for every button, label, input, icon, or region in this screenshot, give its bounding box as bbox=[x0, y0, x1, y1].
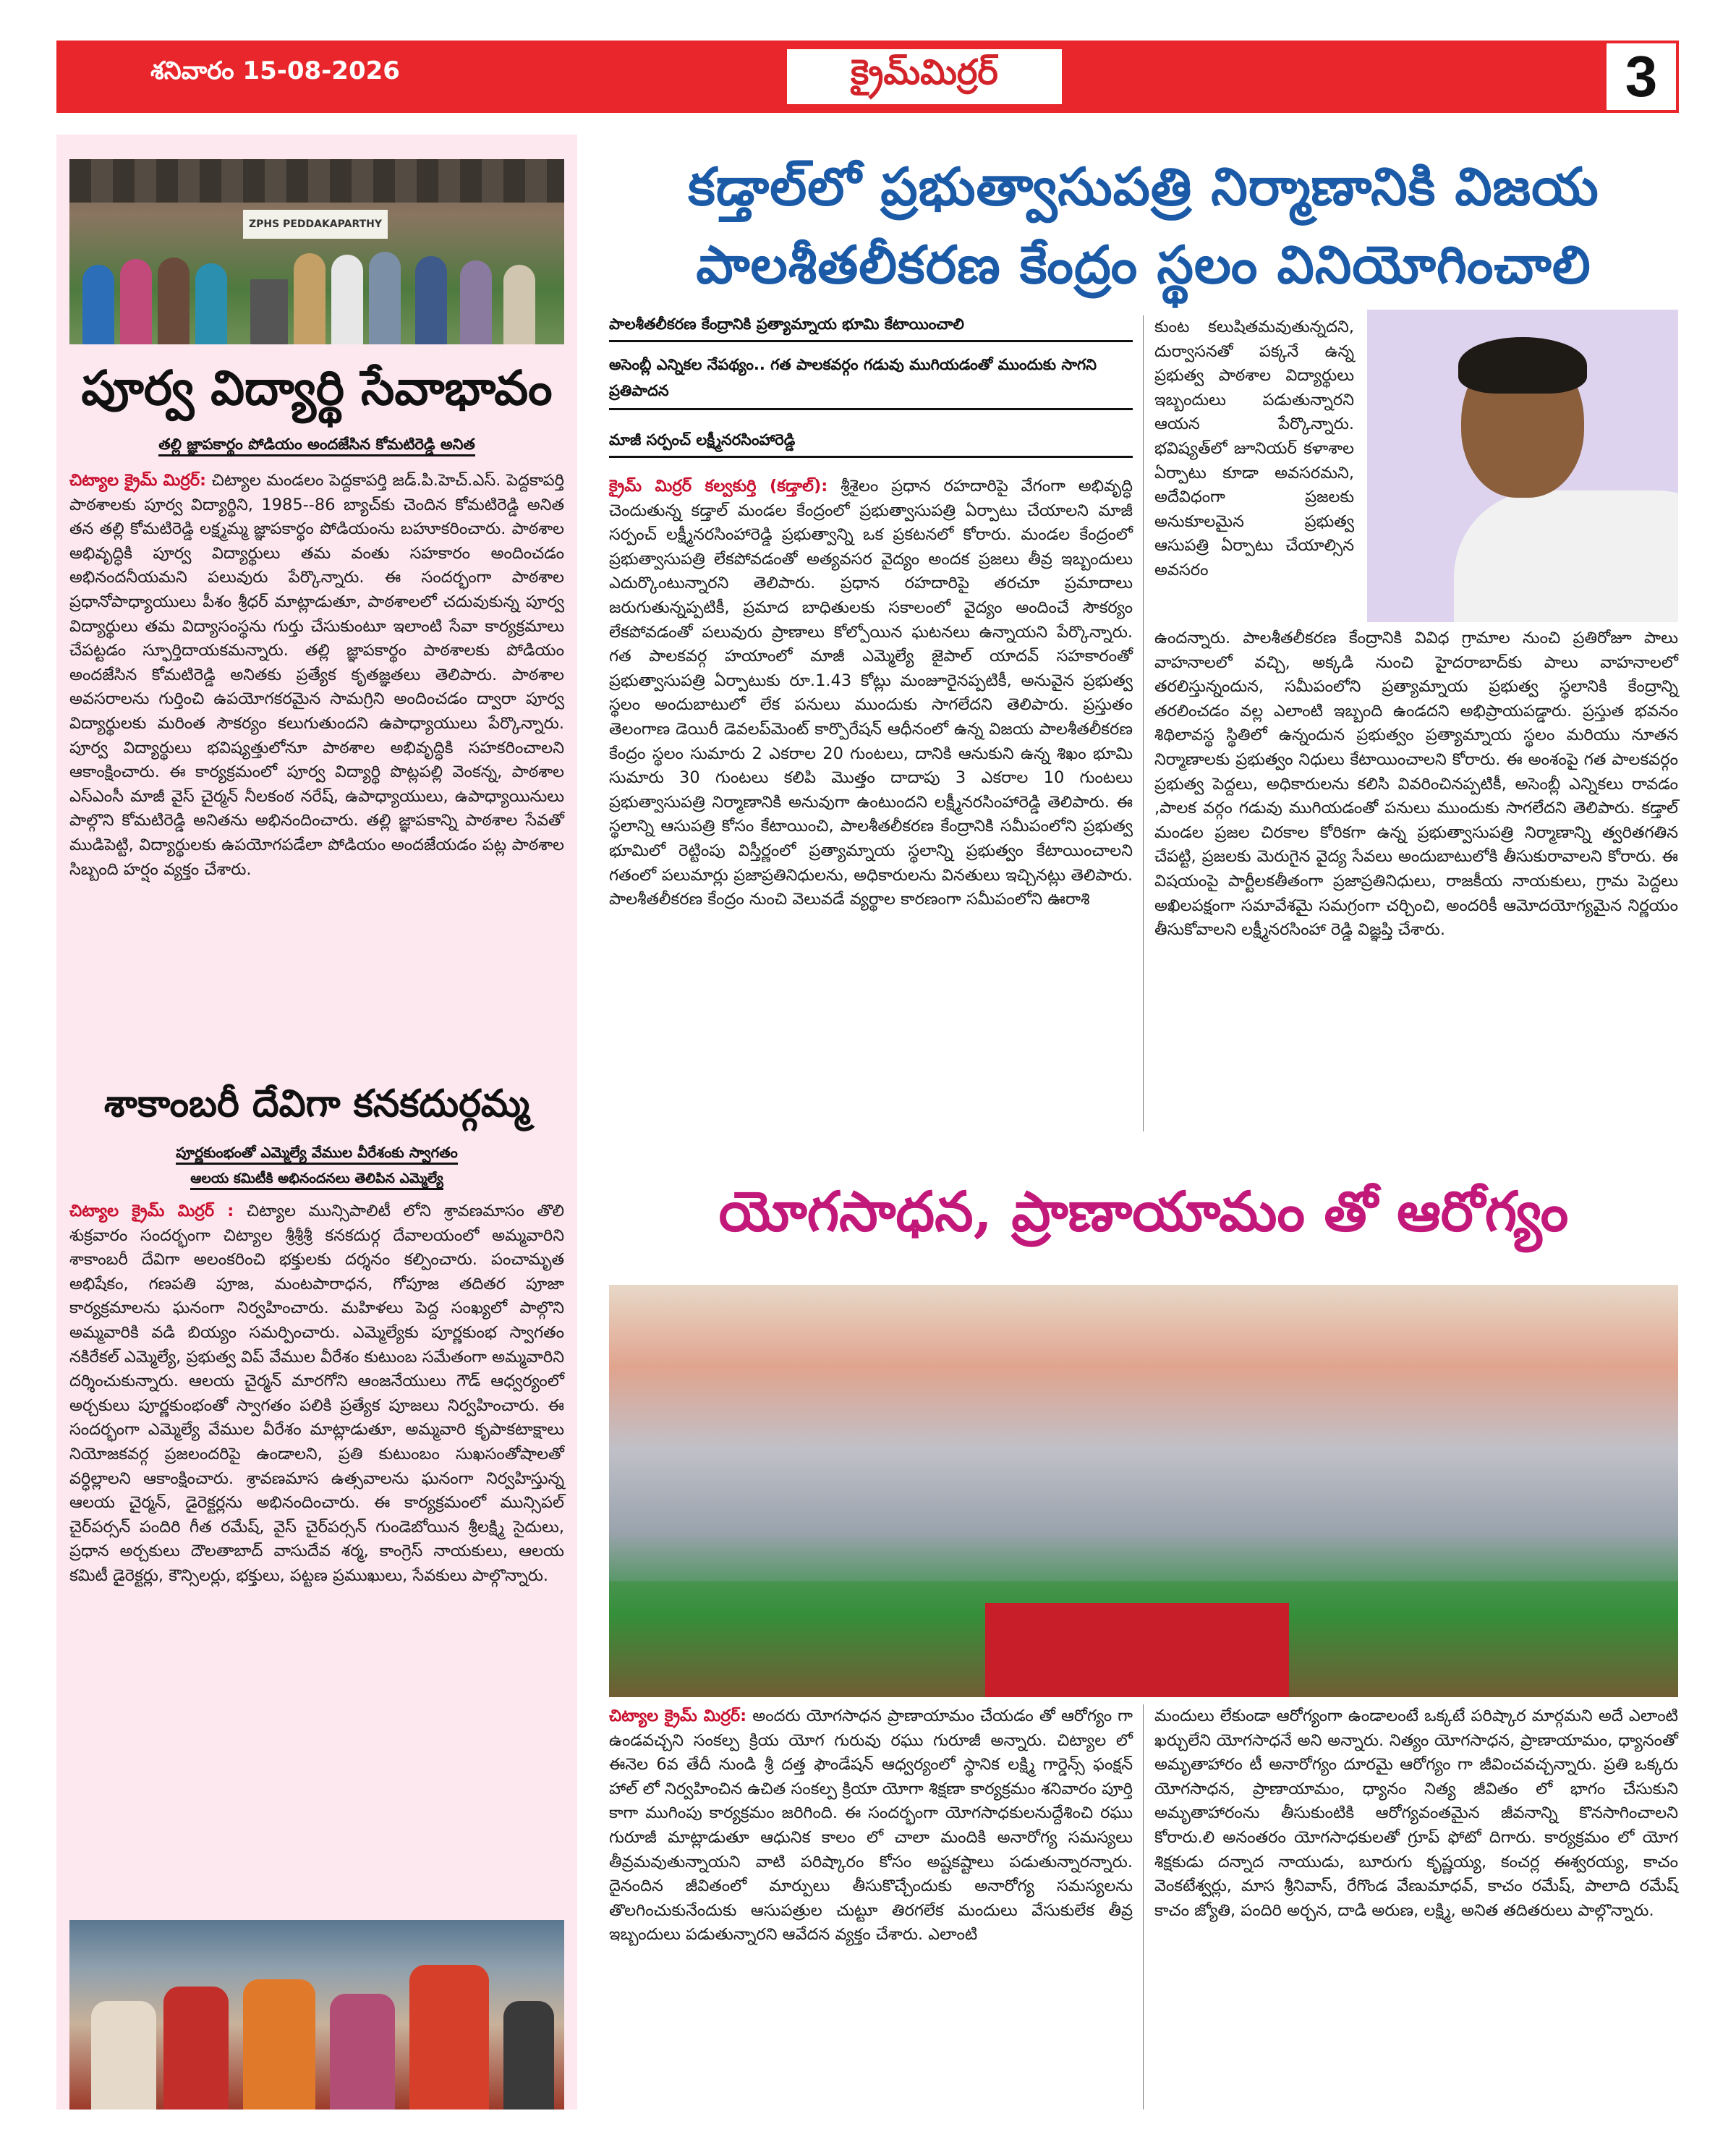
article1-subheading: తల్లి జ్ఞాపకార్థం పోడియం అందజేసిన కోమటిరెడ్డి అనిత bbox=[56, 436, 577, 457]
article1-headline: పూర్వ విద్యార్థి సేవాభావం bbox=[81, 360, 553, 416]
yoga-group-photo bbox=[609, 1285, 1678, 1697]
article3-subheading-1: పాలశీతలీకరణ కేంద్రానికి ప్రత్యామ్నాయ భూమి కేటాయించాలి bbox=[609, 315, 1133, 337]
article4-body-col1 bbox=[609, 1704, 1133, 1947]
article3-headline-line1: కడ్తాల్‌లో ప్రభుత్వాసుపత్రి నిర్మాణానికి విజయ bbox=[688, 156, 1599, 217]
newspaper-logo bbox=[787, 49, 1062, 104]
article1-body bbox=[69, 469, 564, 882]
article2-text: చిట్యాల మున్సిపాలిటీ లోని శ్రావణమాసం తొలి శుక్రవారం సందర్భంగా చిట్యాల శ్రీశ్రీశ్రీ కనకదుర్గ దేవాలయంలో అమ్మవారిని శాకాంబరీ దేవిగా అలంకరించి భక్తులకు దర్శనం కల్పించారు. పంచామృత అభిషేకం, గణపతి పూజ, మంటపారాధన, గోపూజ తదితర పూజా కార్యక్రమాలను ఘనంగా నిర్వహించారు. మహిళలు పెద్ద సంఖ్యలో పాల్గొని అమ్మవారికి వడి బియ్యం సమర్పించారు. ఎమ్మెల్యేకు పూర్ణకుంభ స్వాగతం నకిరేకల్ ఎమ్మెల్యే, ప్రభుత్వ విప్ వేముల వీరేశం కుటుంబ సమేతంగా అమ్మవారిని దర్శించుకున్నారు. ఆలయ చైర్మన్ మారగోని ఆంజనేయులు గౌడ్ ఆధ్వర్యంలో అర్చకులు పూర్ణకుంభంతో స్వాగతం పలికి ప్రత్యేక పూజలు నిర్వహించారు. ఈ సందర్భంగా ఎమ్మెల్యే వేముల వీరేశం మాట్లాడుతూ, అమ్మవారి కృపాకటాక్షాలు నియోజకవర్గ ప్రజలందరిపై ఉండాలని, ప్రతి కుటుంబం సుఖసంతోషాలతో వర్ధిల్లాలని ఆకాంక్షించారు. శ్రావణమాస ఉత్సవాలను ఘనంగా నిర్వహిస్తున్న ఆలయ చైర్మన్, డైరెక్టర్లను అభినందించారు. ఈ కార్యక్రమంలో మున్సిపల్ చైర్‌పర్సన్ పందిరి గీత రమేష్, వైస్ చైర్‌పర్సన్ గుండెబోయిన శ్రీలక్ష్మి సైదులు, ప్రధాన అర్చకులు దౌలతాబాద్ వాసుదేవ శర్మ, కాంగ్రెస్ నాయకులు, ఆలయ కమిటీ డైరెక్టర్లు, కౌన్సిలర్లు, భక్తులు, పట్టణ ప్రముఖులు, సేవకులు పాల్గొన్నారు. bbox=[69, 1202, 564, 1585]
article4-headline: యోగసాధన, ప్రాణాయామం తో ఆరోగ్యం bbox=[718, 1179, 1569, 1244]
speaker-portrait bbox=[1367, 310, 1678, 622]
page-number: 3 bbox=[1604, 41, 1679, 113]
article3-subheading-2: అసెంబ్లీ ఎన్నికల నేపథ్యం.. గత పాలకవర్గం గడువు ముగియడంతో ముందుకు సాగని ప్రతిపాదన bbox=[609, 352, 1133, 404]
article2-lead: చిట్యాల క్రైమ్ మిర్రర్ : bbox=[69, 1202, 234, 1220]
article4-lead: చిట్యాల క్రైమ్ మిర్రర్: bbox=[609, 1707, 747, 1725]
article2-body bbox=[69, 1199, 564, 1589]
temple-visit-photo bbox=[69, 1920, 564, 2110]
article4-text-1: అందరు యోగసాధన ప్రాణాయామం చేయడం తో ఆరోగ్యం గా ఉండవచ్చని సంకల్ప క్రియ యోగ గురువు రఘు గురూజీ అన్నారు. చిట్యాల లో ఈనెల 6వ తేదీ నుండి శ్రీ దత్త ఫౌండేషన్ ఆధ్వర్యంలో స్థానిక లక్ష్మి గార్డెన్స్ ఫంక్షన్ హాల్ లో నిర్వహించిన ఉచిత సంకల్ప క్రియా యోగా శిక్షణా కార్యక్రమం శనివారం పూర్తి కాగా ముగింపు కార్యక్రమం జరిగింది. ఈ సందర్భంగా యోగసాధకులనుద్దేశించి రఘు గురూజీ మాట్లాడుతూ ఆధునిక కాలం లో చాలా మందికి అనారోగ్య సమస్యలు తీవ్రమవుతున్నాయని వాటి పరిష్కారం కోసం అష్టకష్టాలు పడుతున్నారన్నారు. దైనందిన జీవితంలో మార్పులు తీసుకొచ్చేందుకు అనారోగ్య సమస్యలను తొలగించుకునేందుకు ఆసుపత్రుల చుట్టూ తిరగలేక మందులు వేసుకులేక తీవ్ర ఇబ్బందులు పడుతున్నారని ఆవేదన వ్యక్తం చేశారు. ఎలాంటి bbox=[609, 1707, 1133, 1945]
column-divider bbox=[1143, 315, 1144, 1131]
left-column bbox=[56, 135, 577, 2110]
article2-subheading-2: ఆలయ కమిటీకి అభినందనలు తెలిపిన ఎమ్మెల్యే bbox=[56, 1171, 577, 1190]
article1-text: చిట్యాల మండలం పెద్దకాపర్తి జడ్.పి.హెచ్.ఎస్. పెద్దకాపర్తి పాఠశాలకు పూర్వ విద్యార్థిని, 1985--86 బ్యాచ్‌కు చెందిన కోమటిరెడ్డి అనిత తన తల్లి కోమటిరెడ్డి లక్ష్మమ్మ జ్ఞాపకార్థం పోడియంను బహూకరించారు. పాఠశాల అభివృద్ధికి పూర్వ విద్యార్థులు తమ వంతు సహకారం అందించడం అభినందనీయమని పలువురు పేర్కొన్నారు. ఈ సందర్భంగా పాఠశాల ప్రధానోపాధ్యాయులు పీశం శ్రీధర్ మాట్లాడుతూ, పాఠశాలలో చదువుకున్న పూర్వ విద్యార్థులు తమ విద్యాసంస్థను గుర్తు చేసుకుంటూ ఇలాంటి సేవా కార్యక్రమాలు చేపట్టడం స్ఫూర్తిదాయకమన్నారు. తల్లి జ్ఞాపకార్థం పాఠశాలకు పోడియం అందజేసిన కోమటిరెడ్డి అనితకు ప్రత్యేక కృతజ్ఞతలు తెలిపారు. పాఠశాల అవసరాలను గుర్తించి ఉపయోగకరమైన సామగ్రిని అందించడం ద్వారా పూర్వ విద్యార్థులకు మరింత సౌకర్యం కలుగుతుందని ఉపాధ్యాయులు పేర్కొన్నారు. పూర్వ విద్యార్థులు భవిష్యత్తులోనూ పాఠశాల అభివృద్ధికి సహకరించాలని ఆకాంక్షించారు. ఈ కార్యక్రమంలో పూర్వ విద్యార్థి పొట్లపల్లి వెంకన్న, పాఠశాల ఎస్ఎంసీ మాజీ వైస్ చైర్మన్ నీలకంఠ నరేష్, ఉపాధ్యాయులు, ఉపాధ్యాయినులు పాల్గొని కోమటిరెడ్డి అనితను అభినందించారు. తల్లి జ్ఞాపకాన్ని పాఠశాల సేవతో ముడిపెట్టి, విద్యార్థులకు ఉపయోగపడేలా పోడియం అందజేయడం పట్ల పాఠశాల సిబ్బంది హర్షం వ్యక్తం చేశారు. bbox=[69, 471, 564, 879]
column-divider-yoga bbox=[1143, 1704, 1144, 2110]
article1-lead: చిట్యాల క్రైమ్ మిర్రర్: bbox=[69, 471, 207, 490]
article2-headline: శాకాంబరీ దేవిగా కనకదుర్గమ్మ bbox=[103, 1082, 530, 1126]
logo-text: క్రైమ్‌మిర్రర్ bbox=[851, 52, 998, 93]
article3-body-col2-wide: ఉందన్నారు. పాలశీతలీకరణ కేంద్రానికి వివిధ గ్రామాల నుంచి ప్రతిరోజూ పాలు వాహనాలలో వచ్చి, అక్కడి నుంచి హైదరాబాద్‌కు పాలు వాహనాలలో తరలిస్తున్నందున, సమీపంలోని ప్రత్యామ్నాయ ప్రభుత్వ స్థలానికి కేంద్రాన్ని తరలించడం వల్ల ఎలాంటి ఇబ్బంది ఉండదని అభిప్రాయపడ్డారు. ప్రస్తుత భవనం శిథిలావస్థ స్థితిలో ఉన్నందున ప్రభుత్వం ప్రత్యామ్నాయ స్థలం మరియు నూతన నిర్మాణాలకు ప్రభుత్వం నిధులు కేటాయించాలని కోరారు. ఈ అంశంపై గత పాలకవర్గం ప్రభుత్వ పెద్దలు, అధికారులను కలిసి వివరించినప్పటికీ, అసెంబ్లీ ఎన్నికలు రావడం ,పాలక వర్గం గడువు ముగియడంతో పనులు ముందుకు సాగలేదని తెలిపారు. కడ్తాల్ మండల ప్రజల చిరకాల కోరికగా ఉన్న ప్రభుత్వాసుపత్రి నిర్మాణాన్ని త్వరితగతిన చేపట్టి, ప్రజలకు మెరుగైన వైద్య సేవలు అందుబాటులోకి తీసుకురావాలని కోరారు. ఈ విషయంపై పార్టీలకతీతంగా ప్రజాప్రతినిధులు, రాజకీయ నాయకులు, గ్రామ పెద్దలు అఖిలపక్షంగా సమావేశమై సమగ్రంగా చర్చించి, అందరికీ ఆమోదయోగ్యమైన నిర్ణయం తీసుకోవాలని లక్ష్మీనరసింహా రెడ్డి విజ్ఞప్తి చేశారు. bbox=[1154, 629, 1678, 940]
article3-body-col1 bbox=[609, 475, 1133, 912]
article3-lead: క్రైమ్ మిర్రర్ కల్వకుర్తి (కడ్తాల్): bbox=[609, 477, 828, 496]
school-event-photo bbox=[69, 159, 564, 344]
masthead bbox=[56, 41, 1679, 113]
article3-subheading-3: మాజీ సర్పంచ్ లక్ష్మీనరసింహారెడ్డి bbox=[609, 431, 1133, 453]
article4-body-col2: మందులు లేకుండా ఆరోగ్యంగా ఉండాలంటే ఒక్కటే పరిష్కార మార్గమని అదే ఎలాంటి ఖర్చులేని యోగసాధనే అని అన్నారు. నిత్యం యోగసాధన, ప్రాణాయామం, ధ్యానంతో అమృతాహారం టీ అనారోగ్యం దూరమై ఆరోగ్యం గా జీవించవచ్చన్నారు. ప్రతి ఒక్కరు యోగసాధన, ప్రాణాయామం, ధ్యానం నిత్య జీవితం లో భాగం చేసుకుని అమృతాహారంను తీసుకుంటికి ఆరోగ్యవంతమైన జీవనాన్ని కొనసాగించాలని కోరారు.లి అనంతరం యోగసాధకులతో గ్రూప్ ఫోటో దిగారు. కార్యక్రమం లో యోగ శిక్షకుడు దన్నాద నాయుడు, బూరుగు కృష్ణయ్య, కంచర్ల ఈశ్వరయ్య, కాచం వెంకటేశ్వర్లు, మాస శ్రీనివాస్, రేగొండ వేణుమాధవ్, కాచం రమేష్, పాలాది రమేష్ కాచం జ్యోతి, పందిరి అర్చన, దాడి అరుణ, లక్ష్మి, అనిత తదితరులు పాల్గొన్నారు. bbox=[1154, 1707, 1678, 1920]
article3-body-col2-narrow: కుంట కలుషితమవుతున్నదని, దుర్వాసనతో పక్కనే ఉన్న ప్రభుత్వ పాఠశాల విద్యార్థులు ఇబ్బందులు పడుతున్నారని ఆయన పేర్కొన్నారు. భవిష్యత్‌లో జూనియర్ కళాశాల ఏర్పాటు కూడా అవసరమని, అదేవిధంగా ప్రజలకు అనుకూలమైన ప్రభుత్వ ఆసుపత్రి ఏర్పాటు చేయాల్సిన అవసరం bbox=[1154, 318, 1354, 579]
article2-subheading-1: పూర్ణకుంభంతో ఎమ్మెల్యే వేముల వీరేశంకు స్వాగతం bbox=[56, 1144, 577, 1165]
issue-date: శనివారం 15-08-2026 bbox=[150, 56, 400, 85]
school-banner: ZPHS PEDDAKAPARTHY bbox=[243, 210, 388, 239]
article3-text-1: శ్రీశైలం ప్రధాన రహదారిపై వేగంగా అభివృద్ధి చెందుతున్న కడ్తాల్ మండల కేంద్రంలో ప్రభుత్వాసుపత్రి ఏర్పాటు చేయాలని మాజీ సర్పంచ్ లక్ష్మీనరసింహారెడ్డి ప్రభుత్వాన్ని ఒక ప్రకటనలో కోరారు. మండల కేంద్రంలో ప్రభుత్వాసుపత్రి లేకపోవడంతో అత్యవసర వైద్యం అందక ప్రజలు తీవ్ర ఇబ్బందులు ఎదుర్కొంటున్నారని తెలిపారు. ప్రధాన రహదారిపై తరచూ ప్రమాదాలు జరుగుతున్నప్పటికీ, ప్రమాద బాధితులకు సకాలంలో వైద్యం అందించే సౌకర్యం లేకపోవడంతో పలువురు ప్రాణాలు కోల్పోయిన ఘటనలు ఉన్నాయని పేర్కొన్నారు. గత పాలకవర్గ హయాంలో మాజీ ఎమ్మెల్యే జైపాల్ యాదవ్ సహకారంతో ప్రభుత్వాసుపత్రి ఏర్పాటుకు రూ.1.43 కోట్లు మంజూరైనప్పటికీ, అనువైన ప్రభుత్వ స్థలం అందుబాటులో లేక పనులు ముందుకు సాగలేదని తెలిపారు. ప్రస్తుతం తెలంగాణ డెయిరీ డెవలప్‌మెంట్ కార్పొరేషన్ ఆధీనంలో ఉన్న విజయ పాలశీతలీకరణ కేంద్రం స్థలం సుమారు 2 ఎకరాల 20 గుంటలు, దానికి ఆనుకుని ఉన్న శిఖం భూమి సుమారు 30 గుంటలు కలిపి మొత్తం దాదాపు 3 ఎకరాల 10 గుంటలు ప్రభుత్వాసుపత్రి నిర్మాణానికి అనువుగా ఉంటుందని లక్ష్మీనరసింహారెడ్డి తెలిపారు. ఈ స్థలాన్ని ఆసుపత్రి కోసం కేటాయించి, పాలశీతలీకరణ కేంద్రానికి సమీపంలోని ప్రభుత్వ భూమిలో రెట్టింపు విస్తీర్ణంలో ప్రత్యామ్నాయ స్థలాన్ని ప్రభుత్వం కేటాయించాలని గతంలో పలుమార్లు ప్రజాప్రతినిధులను, అధికారులను వినతులు ఇచ్చినట్లు తెలిపారు. పాలశీతలీకరణ కేంద్రం నుంచి వెలువడే వ్యర్థాల కారణంగా సమీపంలోని ఊరాశి bbox=[609, 477, 1133, 909]
article3-headline-line2: పాలశీతలీకరణ కేంద్రం స్థలం వినియోగించాలి bbox=[696, 234, 1591, 295]
